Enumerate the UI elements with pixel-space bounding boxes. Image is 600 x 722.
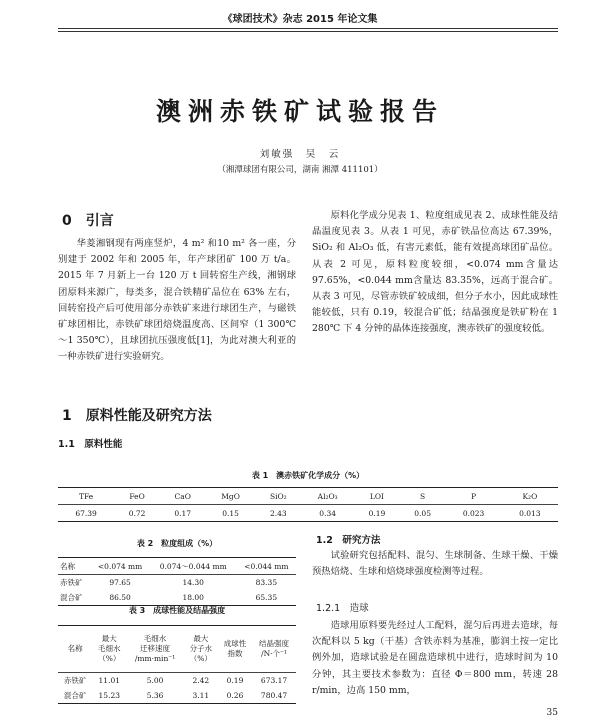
table-cell: 18.00 bbox=[182, 593, 204, 602]
page-number: 35 bbox=[546, 708, 558, 718]
table-cell: 混合矿 bbox=[63, 691, 87, 700]
table-cell: 15.23 bbox=[98, 691, 121, 700]
affiliation: （湘潭球团有限公司，湖南 湘潭 411101） bbox=[217, 165, 383, 175]
table-1-header: SiO₂ bbox=[256, 488, 302, 505]
table-1-header: CaO bbox=[160, 488, 206, 505]
section-1-2-1-paragraph: 造球用原料要先经过人工配料，混匀后再进去造球，每次配料以 5 kg（干基）含铁赤料为基准，膨润土按一定比例外加，造球试验是在圆盘造球机中进行，造球时间为 10 分钟，其主要技术参数为：直径 Φ＝800 mm，转速 28 r/min，边高 150 mm， bbox=[312, 620, 558, 696]
section-1-2-paragraph: 试验研究包括配料、混匀、生球制备、生球干燥、干燥预热焙烧、生球和焙烧球强度检测等过程。 bbox=[312, 550, 558, 578]
table-2-caption: 表 2 粒度组成（%） bbox=[136, 539, 218, 548]
table-3-header: 结晶强度 /N·个⁻¹ bbox=[252, 626, 296, 673]
table-cell: 0.34 bbox=[319, 508, 336, 518]
table-1-header: LOI bbox=[354, 488, 400, 505]
header-rule-top bbox=[58, 28, 558, 29]
table-row bbox=[58, 688, 296, 704]
table-cell: 0.17 bbox=[174, 508, 192, 518]
table-cell: 0.72 bbox=[128, 508, 146, 518]
table-cell: 0.05 bbox=[414, 508, 431, 518]
table-1-header: TFe bbox=[58, 488, 114, 505]
table-3 bbox=[58, 625, 296, 704]
table-3-header: 最大 毛细水 （%） bbox=[92, 626, 126, 673]
table-2 bbox=[58, 557, 296, 606]
header-rule-bottom bbox=[58, 31, 558, 32]
section-1-1-heading: 1.1 原料性能 bbox=[58, 439, 123, 450]
table-row bbox=[58, 673, 296, 689]
table-1-header: K₂O bbox=[502, 488, 558, 505]
table-1-header: S bbox=[400, 488, 446, 505]
table-1-caption: 表 1 澳赤铁矿化学成分（%） bbox=[251, 471, 365, 480]
table-row bbox=[58, 505, 558, 522]
authors: 刘敏强 吴 云 bbox=[259, 149, 341, 160]
section-1-heading: 1 原料性能及研究方法 bbox=[62, 408, 212, 424]
table-2-header: <0.044 mm bbox=[237, 558, 296, 575]
table-cell: 14.30 bbox=[182, 578, 204, 587]
table-3-header-row bbox=[58, 626, 296, 673]
table-cell: 混合矿 bbox=[60, 593, 83, 602]
table-cell: 赤铁矿 bbox=[60, 578, 83, 587]
table-1 bbox=[58, 487, 558, 522]
table-cell: 67.39 bbox=[75, 508, 97, 518]
table-cell: 11.01 bbox=[98, 676, 121, 685]
table-cell: 3.11 bbox=[192, 691, 210, 700]
table-1-header: FeO bbox=[114, 488, 160, 505]
table-cell: 86.50 bbox=[109, 593, 131, 602]
journal-header: 《球团技术》杂志 2015 年论文集 bbox=[222, 14, 378, 25]
materials-paragraph: 原料化学成分见表 1、粒度组成见表 2、成球性能及结晶温度见表 3。从表 1 可见，赤矿铁品位高达 67.39%，SiO₂ 和 Al₂O₃ 低，有害元素低，能有效提高球团矿品位。从表 2 可见，原料粒度较细，<0.074 mm含量达 97.65%，<0.044 mm含量达 83.35%，远高于混合矿。从表 3 可见，尽管赤铁矿较成细，但分子水小，因此成球性能较低，只有 0.19，较混合矿低；结晶强度是铁矿粉在 1 280℃ 下 4 分钟的晶体连接强度，澳赤铁矿的强度较低。 bbox=[312, 210, 558, 335]
table-2-header: 名称 bbox=[58, 558, 90, 575]
table-1-header: MgO bbox=[206, 488, 256, 505]
table-row bbox=[58, 575, 296, 591]
table-3-header: 成球性 指数 bbox=[218, 626, 252, 673]
section-1-2-1-heading: 1.2.1 造球 bbox=[316, 603, 369, 614]
table-2-header: 0.074～0.044 mm bbox=[150, 558, 237, 575]
section-0-heading: 0 引言 bbox=[62, 213, 114, 229]
table-1-header: P bbox=[445, 488, 501, 505]
table-cell: 5.36 bbox=[146, 691, 164, 700]
table-row bbox=[58, 590, 296, 606]
table-cell: 780.47 bbox=[260, 691, 288, 700]
table-3-caption: 表 3 成球性能及结晶强度 bbox=[128, 606, 226, 615]
table-2-header: <0.074 mm bbox=[90, 558, 149, 575]
section-1-2-heading: 1.2 研究方法 bbox=[316, 535, 381, 546]
table-cell: 83.35 bbox=[255, 578, 278, 587]
table-cell: 0.15 bbox=[222, 508, 239, 518]
table-cell: 97.65 bbox=[109, 578, 131, 587]
table-cell: 0.26 bbox=[226, 691, 244, 700]
table-3-header: 毛细水 迁移速度 /mm·min⁻¹ bbox=[126, 626, 183, 673]
table-1-header: Al₂O₃ bbox=[301, 488, 354, 505]
table-cell: 0.023 bbox=[462, 508, 485, 518]
table-cell: 0.19 bbox=[226, 676, 244, 685]
table-cell: 5.00 bbox=[146, 676, 164, 685]
table-cell: 0.19 bbox=[368, 508, 386, 518]
paper-title: 澳洲赤铁矿试验报告 bbox=[155, 97, 444, 126]
table-cell: 赤铁矿 bbox=[63, 676, 87, 685]
table-cell: 65.35 bbox=[255, 593, 278, 602]
table-cell: 2.43 bbox=[270, 508, 287, 518]
section-0-paragraph: 华菱湘钢现有两座竖炉，4 m² 和10 m² 各一座，分别建于 2002 年和 2005 年，年产球团矿 100 万 t/a。2015 年 7 月新上一台 120 万 t 回转窑生产线，湘钢球团原料来源广，每类多，混合铁精矿品位在 63% 左右，回转窑投产后可使用部分赤铁矿来进行球团生产，与磁铁矿球团相比，赤铁矿球团焙烧温度高、区间窄（1 300℃～1 350℃），且球团抗压强度低[1]，为此对澳大利亚的一种赤铁矿进行实验研究。 bbox=[58, 238, 296, 363]
table-cell: 0.013 bbox=[519, 508, 541, 518]
table-cell: 2.42 bbox=[192, 676, 210, 685]
table-cell: 673.17 bbox=[260, 676, 288, 685]
table-2-header-row bbox=[58, 558, 296, 575]
table-3-header: 名称 bbox=[58, 626, 92, 673]
table-1-header-row bbox=[58, 488, 558, 505]
table-3-header: 最大 分子水 （%） bbox=[184, 626, 218, 673]
